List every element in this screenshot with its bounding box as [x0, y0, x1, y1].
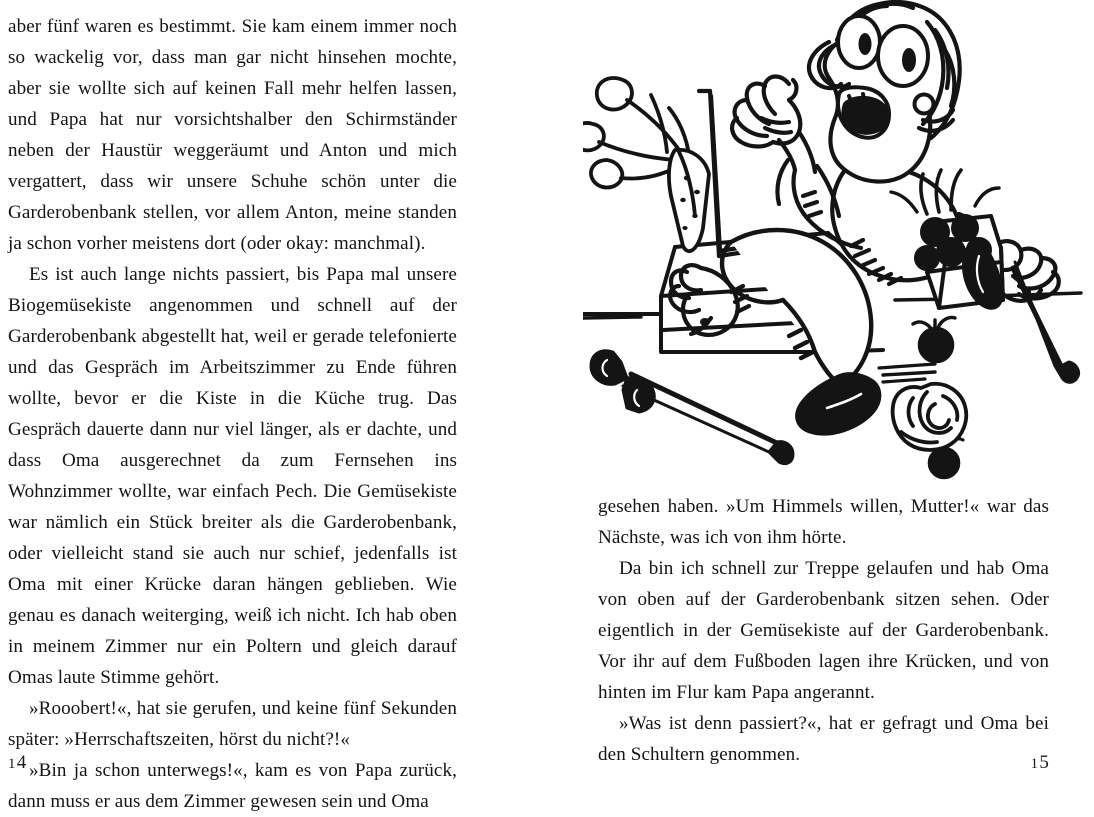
left-page-text-column: [8, 11, 457, 817]
cabbage: [893, 384, 967, 450]
paragraph: »Was ist denn passiert?«, hat er gefragt und Oma bei den Schultern genommen.: [598, 713, 1049, 765]
folio-digit: 4: [16, 752, 28, 773]
paragraph: »Rooobert!«, hat sie gerufen, und keine fünf Sekunden später: »Herrschaftszeiten, hörst du nicht?!«: [8, 698, 457, 750]
page-left: [0, 0, 547, 812]
earring: [915, 95, 934, 114]
paragraph: gesehen haben. »Um Himmels willen, Mutter!« war das Nächste, was ich von ihm hörte.: [598, 496, 1049, 548]
box-herbs: [891, 188, 999, 212]
tomato-floor-1: [913, 317, 955, 362]
paragraph: aber fünf waren es bestimmt. Sie kam einem immer noch so wackelig vor, dass man gar nicht hinsehen mochte, aber sie wollte sich auf keinen Fall mehr helfen lassen, und Papa hat nur vorsichtshalber den Schirmständer neben der Haustür weggeräumt und Anton und mich vergattert, dass wir unsere Schuhe schön unter die Garderobenbank stellen, vor allem Anton, meine standen ja schon vorher meistens dort (oder okay: manchmal).: [8, 16, 457, 254]
paragraph: »Bin ja schon unterwegs!«, kam es von Papa zurück, dann muss er aus dem Zimmer gewesen sein und Oma: [8, 760, 457, 812]
eyes: [838, 16, 928, 86]
right-page-text-column: [598, 491, 1049, 770]
carrot-and-greens: [583, 78, 709, 251]
folio-digit: 5: [1039, 752, 1050, 773]
page-number-left: [8, 753, 27, 772]
crutch-left: [591, 351, 793, 464]
folio-digit: 1: [1030, 755, 1040, 772]
open-mouth: [838, 87, 889, 137]
folio-digit: 1: [8, 755, 17, 772]
raised-hand: [732, 77, 815, 173]
paragraph: Es ist auch lange nichts passiert, bis Papa mal unsere Biogemüsekiste angenommen und schnell auf der Garderobenbank abgestellt hat, weil er gerade telefonierte und das Gespräch im Arbeitszimmer zu Ende führen wollte, bevor er die Kiste in die Küche trug. Das Gespräch dauerte dann nur viel länger, als er dachte, und dass Oma ausgerechnet da zum Fernsehen ins Wohnzimmer wollte, war einfach Pech. Die Gemüsekiste war nämlich ein Stück breiter als die Garderobenbank, oder vielleicht stand sie auch nur schief, jedenfalls ist Oma mit einer Krücke daran hängen geblieben. Wie genau es danach weiterging, weiß ich nicht. Ich hab oben in meinem Zimmer nur ein Poltern und gleich darauf Omas laute Stimme gehört.: [8, 264, 457, 688]
illustration-oma-in-gemuesekiste: [583, 0, 1094, 485]
paragraph: Da bin ich schnell zur Treppe gelaufen und hab Oma von oben auf der Garderobenbank sitzen sehen. Oder eigentlich in der Gemüsekiste auf der Garderobenbank. Vor ihr auf dem Fußboden lagen ihre Krücken, und von hinten im Flur kam Papa angerannt.: [598, 558, 1049, 703]
